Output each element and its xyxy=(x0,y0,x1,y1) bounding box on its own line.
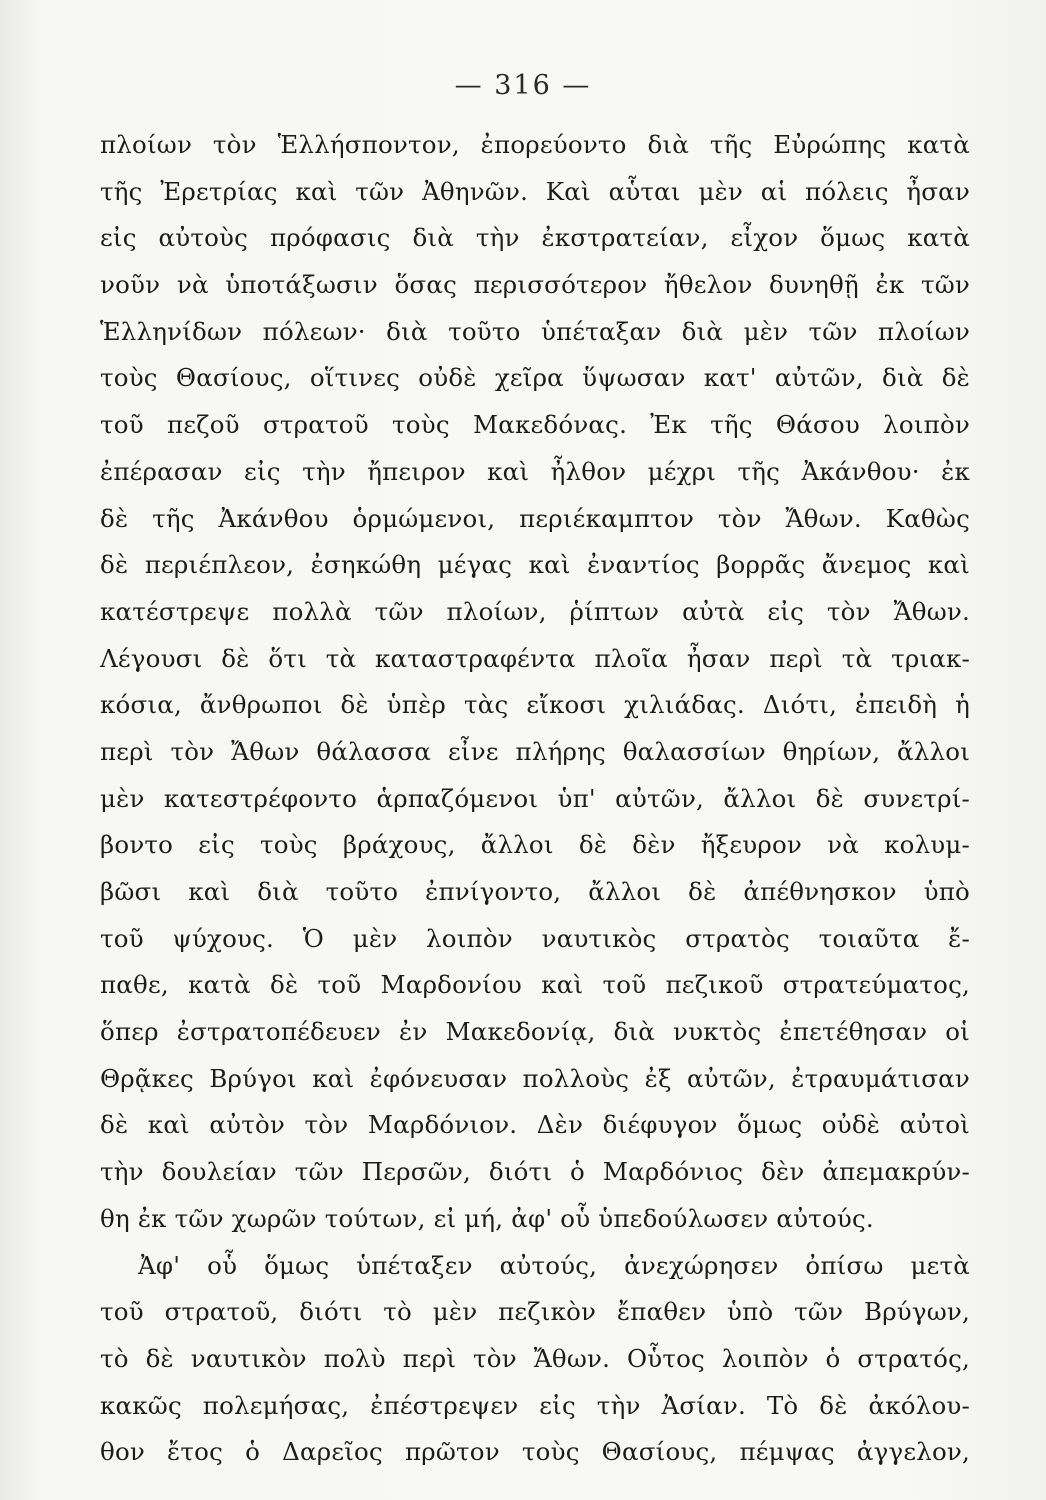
text-line: Θρᾷκες Βρύγοι καὶ ἐφόνευσαν πολλοὺς ἐξ αὐτῶν, ἐτραυμάτισαν xyxy=(100,1063,970,1093)
text-line: τοὺς Θασίους, οἵτινες οὐδὲ χεῖρα ὕψωσαν κατ' αὐτῶν, διὰ δὲ xyxy=(100,363,970,393)
text-line: Λέγουσι δὲ ὅτι τὰ καταστραφέντα πλοῖα ἦσαν περὶ τὰ τριακ- xyxy=(100,643,970,673)
text-line: τοῦ πεζοῦ στρατοῦ τοὺς Μακεδόνας. Ἐκ τῆς Θάσου λοιπὸν xyxy=(100,410,970,440)
text-line: θον ἔτος ὁ Δαρεῖος πρῶτον τοὺς Θασίους, πέμψας ἀγγελον, xyxy=(100,1437,970,1467)
text-line: κατέστρεψε πολλὰ τῶν πλοίων, ῥίπτων αὐτὰ εἰς τὸν Ἄθων. xyxy=(100,596,970,626)
text-line: δὲ καὶ αὐτὸν τὸν Μαρδόνιον. Δὲν διέφυγον ὅμως οὐδὲ αὐτοὶ xyxy=(100,1110,970,1140)
text-line: δὲ τῆς Ἀκάνθου ὁρμώμενοι, περιέκαμπτον τὸν Ἄθων. Καθὼς xyxy=(100,503,970,533)
text-line: δὲ περιέπλεον, ἐσηκώθη μέγας καὶ ἐναντίος βορρᾶς ἄνεμος καὶ xyxy=(100,550,970,580)
text-line: τὴν δουλείαν τῶν Περσῶν, διότι ὁ Μαρδόνιος δὲν ἀπεμακρύν- xyxy=(100,1157,970,1187)
text-line: βῶσι καὶ διὰ τοῦτο ἐπνίγοντο, ἄλλοι δὲ ἀπέθνησκον ὑπὸ xyxy=(100,877,970,906)
text-line: κακῶς πολεμήσας, ἐπέστρεψεν εἰς τὴν Ἀσίαν. Τὸ δὲ ἀκόλου- xyxy=(100,1390,970,1420)
text-line: παθε, κατὰ δὲ τοῦ Μαρδονίου καὶ τοῦ πεζικοῦ στρατεύματος, xyxy=(100,970,970,1000)
text-line: μὲν κατεστρέφοντο ἁρπαζόμενοι ὑπ' αὐτῶν, ἄλλοι δὲ συνετρί- xyxy=(100,783,970,813)
text-line: τῆς Ἐρετρίας καὶ τῶν Ἀθηνῶν. Καὶ αὗται μὲν αἱ πόλεις ἦσαν xyxy=(100,176,970,206)
page-number: — 316 — xyxy=(454,70,592,101)
text-line: εἰς αὐτοὺς πρόφασις διὰ τὴν ἐκστρατείαν, εἶχον ὅμως κατὰ xyxy=(100,223,970,253)
text-line: βοντο εἰς τοὺς βράχους, ἄλλοι δὲ δὲν ἤξευρον νὰ κολυμ- xyxy=(100,830,970,860)
text-line: Ἑλληνίδων πόλεων· διὰ τοῦτο ὑπέταξαν διὰ μὲν τῶν πλοίων xyxy=(100,316,970,346)
text-line: κόσια, ἄνθρωποι δὲ ὑπὲρ τὰς εἴκοσι χιλιάδας. Διότι, ἐπειδὴ ἡ xyxy=(100,690,970,720)
text-line: τὸ δὲ ναυτικὸν πολὺ περὶ τὸν Ἄθων. Οὗτος λοιπὸν ὁ στρατός, xyxy=(100,1343,970,1373)
body-text xyxy=(100,122,970,1476)
text-line: τοῦ στρατοῦ, διότι τὸ μὲν πεζικὸν ἔπαθεν ὑπὸ τῶν Βρύγων, xyxy=(100,1297,970,1327)
text-line: ἐπέρασαν εἰς τὴν ἤπειρον καὶ ἦλθον μέχρι τῆς Ἀκάνθου· ἐκ xyxy=(100,456,970,486)
text-line: θη ἐκ τῶν χωρῶν τούτων, εἰ μή, ἀφ' οὗ ὑπεδούλωσεν αὐτούς. xyxy=(100,1203,874,1233)
text-line: ὅπερ ἐστρατοπέδευεν ἐν Μακεδονίᾳ, διὰ νυκτὸς ἐπετέθησαν οἱ xyxy=(100,1017,970,1047)
text-line: τοῦ ψύχους. Ὁ μὲν λοιπὸν ναυτικὸς στρατὸς τοιαῦτα ἔ- xyxy=(100,923,970,953)
paragraph-start-line: Ἀφ' οὗ ὅμως ὑπέταξεν αὐτούς, ἀνεχώρησεν ὀπίσω μετὰ xyxy=(138,1250,970,1280)
text-line: πλοίων τὸν Ἑλλήσποντον, ἐπορεύοντο διὰ τῆς Εὐρώπης κατὰ xyxy=(100,130,970,159)
text-line: περὶ τὸν Ἄθων θάλασσα εἶνε πλήρης θαλασσίων θηρίων, ἄλλοι xyxy=(100,736,970,766)
text-line: νοῦν νὰ ὑποτάξωσιν ὅσας περισσότερον ἤθελον δυνηθῇ ἐκ τῶν xyxy=(100,270,970,300)
